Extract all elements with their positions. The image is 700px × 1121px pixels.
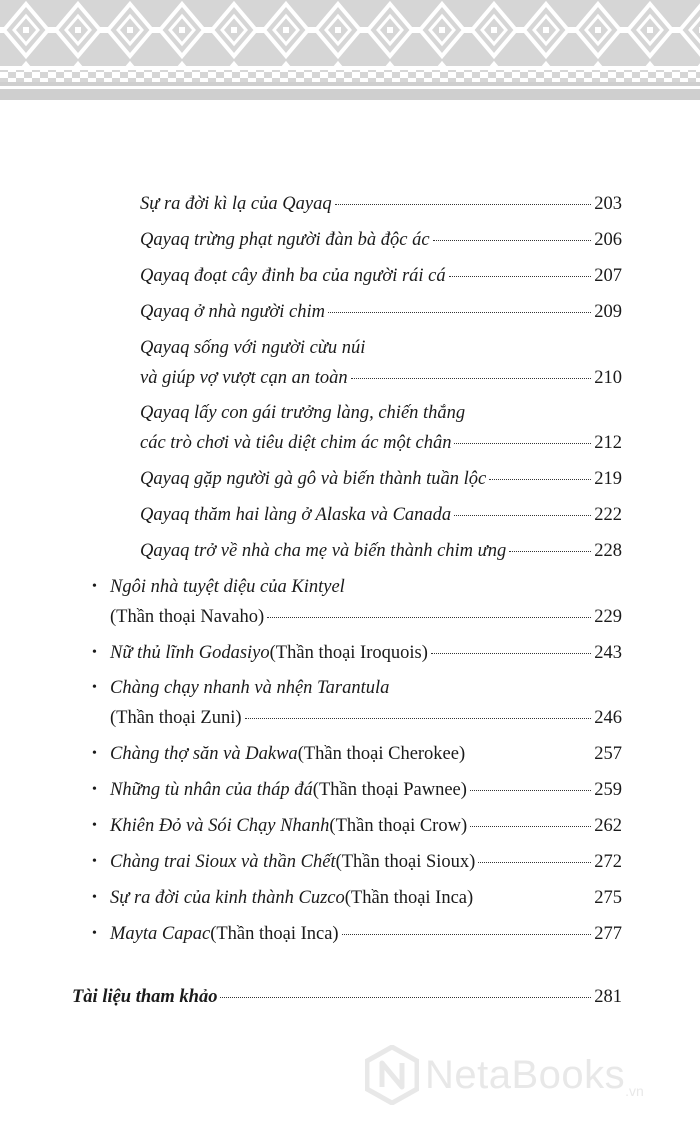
toc-entry[interactable] [110,887,622,909]
toc-entry[interactable] [110,606,622,628]
netabooks-logo-icon [365,1045,419,1105]
entry-page: 222 [594,505,622,525]
watermark [365,1045,644,1105]
entry-page: 210 [594,368,622,388]
bullet-icon: • [92,680,97,695]
bullet-icon: • [92,746,97,761]
entry-title-line1: Qayaq sống với người cừu núi [140,338,366,358]
dot-leader [470,790,591,791]
toc-entry-references[interactable] [72,986,622,1008]
watermark-suffix: .vn [625,1083,644,1099]
dot-leader [335,204,592,205]
entry-source: (Thần thoại Cherokee) [297,744,466,764]
entry-title: Qayaq thăm hai làng ở Alaska và Canada [140,505,452,525]
entry-title: Sự ra đời của kinh thành Cuzco [110,888,345,908]
entry-page: 243 [594,643,622,663]
toc-entry[interactable] [140,468,622,490]
dot-leader [342,934,592,935]
bullet-icon: • [92,890,97,905]
entry-page: 262 [594,816,622,836]
entry-page: 209 [594,302,622,322]
bullet-icon: • [92,645,97,660]
entry-page: 212 [594,433,622,453]
entry-page: 228 [594,541,622,561]
entry-title: Sự ra đời kì lạ của Qayaq [140,194,332,214]
entry-source: (Thần thoại Inca) [344,888,474,908]
toc-entry[interactable] [110,923,622,945]
entry-title-line1: Qayaq lấy con gái trưởng làng, chiến thắng [140,403,466,423]
entry-source: (Thần thoại Pawnee) [312,780,467,800]
bullet-icon: • [92,782,97,797]
entry-source: (Thần thoại Iroquois) [269,643,428,663]
entry-title: Những tù nhân của tháp đá [110,780,313,800]
entry-title: Qayaq trừng phạt người đàn bà độc ác [140,230,430,250]
dot-leader [489,479,591,480]
dot-leader [470,826,591,827]
entry-page: 206 [594,230,622,250]
entry-title: Mayta Capac [110,924,211,944]
toc-entry[interactable] [110,743,622,765]
toc-entry[interactable] [110,851,622,873]
toc-entry[interactable] [140,193,622,215]
dot-leader [454,515,591,516]
entry-source: (Thần thoại Inca) [210,924,339,944]
entry-title: Chàng thợ săn và Dakwa [110,744,298,764]
dot-leader [220,997,591,998]
dot-leader [267,617,591,618]
entry-page: 219 [594,469,622,489]
dot-leader [478,862,591,863]
entry-page: 203 [594,194,622,214]
dot-leader [509,551,591,552]
toc-entry[interactable] [140,504,622,526]
references-title: Tài liệu tham khảo [72,987,218,1007]
toc-entry[interactable] [140,265,622,287]
toc-entry[interactable] [140,301,622,323]
entry-source: (Thần thoại Crow) [329,816,468,836]
entry-page: 229 [594,607,622,627]
toc-entry-line1[interactable] [110,677,389,699]
bullet-icon: • [92,818,97,833]
entry-source: (Thần thoại Zuni) [110,708,242,728]
entry-page: 207 [594,266,622,286]
toc-entry[interactable] [110,642,622,664]
toc-entry[interactable] [140,432,622,454]
entry-title: Qayaq ở nhà người chim [140,302,326,322]
entry-title: các trò chơi và tiêu diệt chim ác một chân [140,433,452,453]
entry-title: Qayaq đoạt cây đinh ba của người rái cá [140,266,446,286]
toc-entry[interactable] [140,367,622,389]
dot-leader [351,378,592,379]
toc-entry-line1[interactable] [140,337,365,359]
entry-title-line1: Chàng chạy nhanh và nhện Tarantula [110,678,390,698]
entry-page: 259 [594,780,622,800]
references-page: 281 [594,987,622,1007]
toc-entry[interactable] [140,229,622,251]
entry-source: (Thần thoại Sioux) [335,852,476,872]
dot-leader [245,718,592,719]
entry-title: Nữ thủ lĩnh Godasiyo [110,643,270,663]
entry-page: 246 [594,708,622,728]
entry-title: và giúp vợ vượt cạn an toàn [140,368,348,388]
entry-page: 277 [594,924,622,944]
toc-entry-line1[interactable] [110,576,345,598]
bullet-icon: • [92,854,97,869]
toc-entry[interactable] [110,779,622,801]
dot-leader [431,653,591,654]
entry-page: 275 [594,888,622,908]
dot-leader [433,240,592,241]
watermark-brand: NetaBooks [425,1052,626,1097]
entry-source: (Thần thoại Navaho) [110,607,265,627]
dot-leader [454,443,591,444]
dot-leader [449,276,592,277]
entry-page: 272 [594,852,622,872]
dot-leader [328,312,591,313]
toc-entry[interactable] [110,815,622,837]
entry-title: Khiên Đỏ và Sói Chạy Nhanh [110,816,330,836]
toc-entry[interactable] [110,707,622,729]
entry-title: Qayaq trở về nhà cha mẹ và biến thành chim ưng [140,541,507,561]
entry-title: Chàng trai Sioux và thần Chết [110,852,336,872]
toc-entry-line1[interactable] [140,402,465,424]
entry-title: Qayaq gặp người gà gô và biến thành tuần lộc [140,469,487,489]
bullet-icon: • [92,926,97,941]
entry-title-line1: Ngôi nhà tuyệt diệu của Kintyel [110,577,345,597]
toc-entry[interactable] [140,540,622,562]
entry-page: 257 [594,744,622,764]
bullet-icon: • [92,579,97,594]
